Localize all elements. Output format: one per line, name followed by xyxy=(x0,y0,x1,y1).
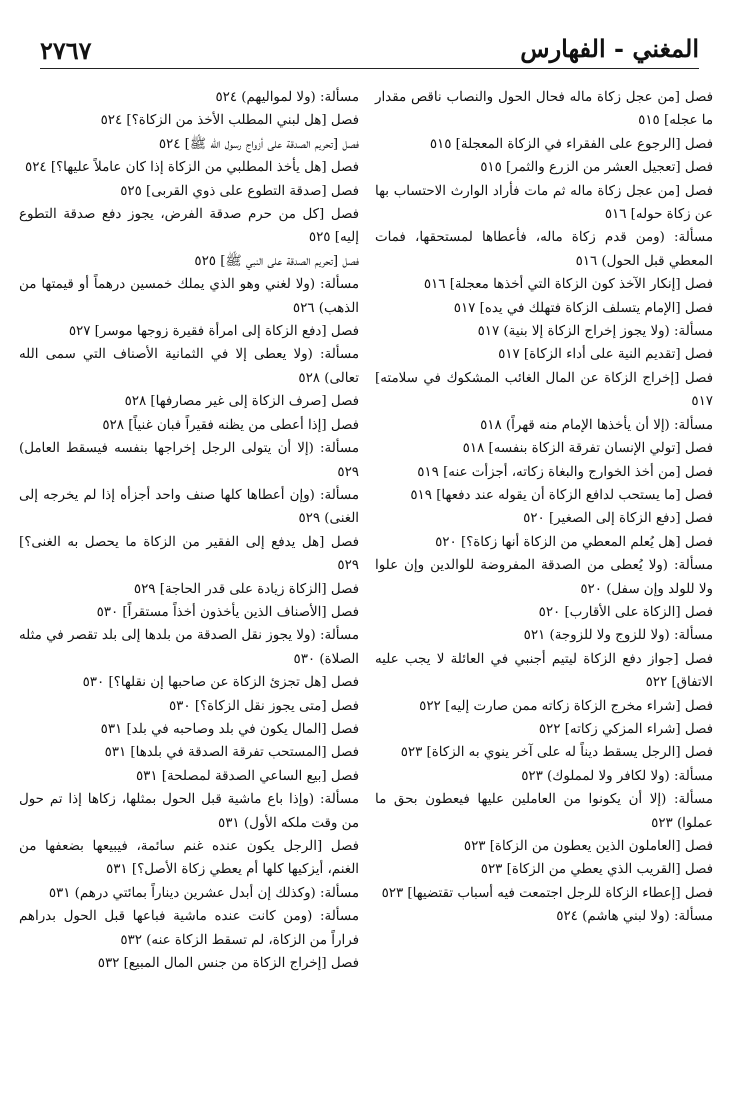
index-entry: مسألة: (ولا للزوج ولا للزوجة) ٥٢١ xyxy=(523,628,713,644)
index-entry: فصل [الرجل يسقط ديناً له على آخر ينوي به الزكاة] ٥٢٣ xyxy=(400,745,713,761)
index-entry: فصل [صرف الزكاة إلى غير مصارفها] ٥٢٨ xyxy=(124,394,359,410)
index-entry: فصل [دفع الزكاة إلى امرأة فقيرة زوجها موسر] ٥٢٧ xyxy=(68,324,359,340)
index-entry: فصل [هل لبني المطلب الأخذ من الزكاة؟] ٥٢٤ xyxy=(100,113,359,129)
index-entry: فصل [من عجل زكاة ماله فحال الحول والنصاب ناقص مقدار ما عجله] ٥١٥ xyxy=(375,90,713,129)
index-entry: فصل [الأصناف الذين يأخذون أخذاً مستقراً] ٥٣٠ xyxy=(96,604,359,620)
index-entry: فصل [إذا أعطى من يظنه فقيراً فبان غنياً] ٥٢٨ xyxy=(102,417,359,433)
index-entry: مسألة: (ومن كانت عنده ماشية فباعها قبل الحول بدراهم فراراً من الزكاة، لم تسقط الزكاة عنه) ٥٣٢ xyxy=(19,909,359,948)
index-entry: فصل [العاملون الذين يعطون من الزكاة] ٥٢٣ xyxy=(463,839,713,854)
index-entry: فصل [الزكاة على الأقارب] ٥٢٠ xyxy=(538,604,713,620)
index-entry: مسألة: (ولا لغني وهو الذي يملك خمسين درهماً أو قيمتها من الذهب) ٥٢٦ xyxy=(19,277,359,316)
index-entry: فصل [إنكار الآخذ كون الزكاة التي أخذها معجلة] ٥١٦ xyxy=(423,277,713,293)
index-entry: فصل [الرجل يكون عنده غنم سائمة، فيبيعها بضعفها من الغنم، أيزكيها كلها أم يعطي زكاة الأصل؟] ٥٣١ xyxy=(19,839,359,878)
index-entry: مسألة: (إلا أن يتولى الرجل إخراجها بنفسه فيسقط العامل) ٥٢٩ xyxy=(19,441,359,480)
index-entry: فصل [من عجل زكاة ماله ثم مات فأراد الوارث الاحتساب بها عن زكاة حوله] ٥١٦ xyxy=(375,183,713,223)
page-number: ٢٧٦٧ xyxy=(40,36,92,65)
index-entry: فصل [تعجيل العشر من الزرع والثمر] ٥١٥ xyxy=(480,160,713,176)
index-entry: فصل [تقديم النية على أداء الزكاة] ٥١٧ xyxy=(498,347,713,363)
index-entry: فصل [صدقة التطوع على ذوي القربى] ٥٢٥ xyxy=(120,183,359,199)
index-entry: فصل [تولي الإنسان تفرقة الزكاة بنفسه] ٥١٨ xyxy=(462,441,713,457)
index-entry: فصل [من أخذ الخوارج والبغاة زكاته، أجزأت عنه] ٥١٩ xyxy=(417,464,713,480)
index-entry: فصل [شراء مخرج الزكاة زكاته ممن صارت إليه] ٥٢٢ xyxy=(419,698,713,714)
index-entry: مسألة: (ولا يُعطى من الصدقة المفروضة للوالدين وإن علوا ولا للولد وإن سفل) ٥٢٠ xyxy=(375,558,713,597)
index-entry: فصل [شراء المزكي زكاته] ٥٢٢ xyxy=(538,721,713,737)
index-entry: فصل [الزكاة زيادة على قدر الحاجة] ٥٢٩ xyxy=(133,581,359,597)
index-entry: فصل [القريب الذي يعطي من الزكاة] ٥٢٣ xyxy=(480,862,713,878)
index-entry: فصل [جواز دفع الزكاة ليتيم أجنبي في العائلة لا يجب عليه الاتفاق] ٥٢٢ xyxy=(375,651,713,691)
index-entry: فصل [المستحب تفرقة الصدقة في بلدها] ٥٣١ xyxy=(104,745,359,761)
index-entry: فصل [الإمام يتسلف الزكاة فتهلك في يده] ٥١٧ xyxy=(453,300,713,316)
index-entry: فصل [بيع الساعي الصدقة لمصلحة] ٥٣١ xyxy=(135,768,359,784)
index-entry: مسألة: (ولا يجوز إخراج الزكاة إلا بنية) ٥١٧ xyxy=(477,324,713,340)
index-entry: فصل [تحريم الصدقة على النبي ﷺ] ٥٢٥ xyxy=(194,253,359,269)
index-entry: مسألة: (إلا أن يكونوا من العاملين عليها فيعطون بحق ما عملوا) ٥٢٣ xyxy=(375,792,713,831)
index-entry: فصل [هل يدفع إلى الفقير من الزكاة ما يحصل به الغنى؟] ٥٢٩ xyxy=(19,534,359,574)
index-entry: مسألة: (ولا يعطى إلا في الثمانية الأصناف التي سمى الله تعالى) ٥٢٨ xyxy=(19,347,359,386)
index-entry: فصل [دفع الزكاة إلى الصغير] ٥٢٠ xyxy=(523,511,713,527)
index-entry: مسألة: (ولا لبني هاشم) ٥٢٤ xyxy=(556,909,713,925)
page-header xyxy=(40,30,699,69)
running-title: المغني - الفهارس xyxy=(520,34,699,63)
index-entry: فصل [إخراج الزكاة من جنس المال المبيع] ٥٣٢ xyxy=(97,956,359,972)
index-entry: فصل [تحريم الصدقة على أزواج رسول الله ﷺ] ٥٢٤ xyxy=(158,136,359,152)
index-entry: فصل [إعطاء الزكاة للرجل اجتمعت فيه أسباب تقتضيها] ٥٢٣ xyxy=(381,885,713,901)
index-entry: فصل [متى يجوز نقل الزكاة؟] ٥٣٠ xyxy=(168,698,359,714)
index-entry: فصل [كل من حرم صدقة الفرض، يجوز دفع صدقة التطوع إليه] ٥٢٥ xyxy=(19,207,359,246)
index-entry: فصل [هل يأخذ المطلبي من الزكاة إذا كان عاملاً عليها؟] ٥٢٤ xyxy=(25,160,359,176)
index-entry: فصل [هل تجزئ الزكاة عن صاحبها إن نقلها؟] ٥٣٠ xyxy=(82,675,359,691)
index-entry: مسألة: (وإذا باع ماشية قبل الحول بمثلها، زكاها إذا تم حول من وقت ملكه الأول) ٥٣١ xyxy=(19,792,359,831)
index-entry: فصل [الرجوع على الفقراء في الزكاة المعجلة] ٥١٥ xyxy=(429,136,713,152)
index-entry: مسألة: (وإن أعطاها كلها صنف واحد أجزأه إذا لم يخرجه إلى الغنى) ٥٢٩ xyxy=(19,487,359,527)
index-entry: فصل [إخراج الزكاة عن المال الغائب المشكوك في سلامته] ٥١٧ xyxy=(375,370,713,410)
index-column-left xyxy=(19,86,359,975)
index-entry: مسألة: (ولا يجوز نقل الصدقة من بلدها إلى بلد تقصر في مثله الصلاة) ٥٣٠ xyxy=(19,628,359,667)
index-entry: فصل [هل يُعلم المعطي من الزكاة أنها زكاة؟] ٥٢٠ xyxy=(435,534,713,550)
index-column-right xyxy=(375,86,713,929)
index-entry: مسألة: (ومن قدم زكاة ماله، فأعطاها لمستحقها، فمات المعطي قبل الحول) ٥١٦ xyxy=(375,230,713,269)
index-entry: مسألة: (إلا أن يأخذها الإمام منه قهراً) ٥١٨ xyxy=(480,417,713,433)
index-entry: فصل [ما يستحب لدافع الزكاة أن يقوله عند دفعها] ٥١٩ xyxy=(410,487,713,503)
index-entry: مسألة: (ولا لكافر ولا لمملوك) ٥٢٣ xyxy=(521,768,713,784)
index-entry: فصل [المال يكون في بلد وصاحبه في بلد] ٥٣١ xyxy=(100,721,359,737)
index-entry: مسألة: (وكذلك إن أبدل عشرين ديناراً بمائتي درهم) ٥٣١ xyxy=(48,885,359,901)
index-entry: مسألة: (ولا لمواليهم) ٥٢٤ xyxy=(215,90,359,105)
